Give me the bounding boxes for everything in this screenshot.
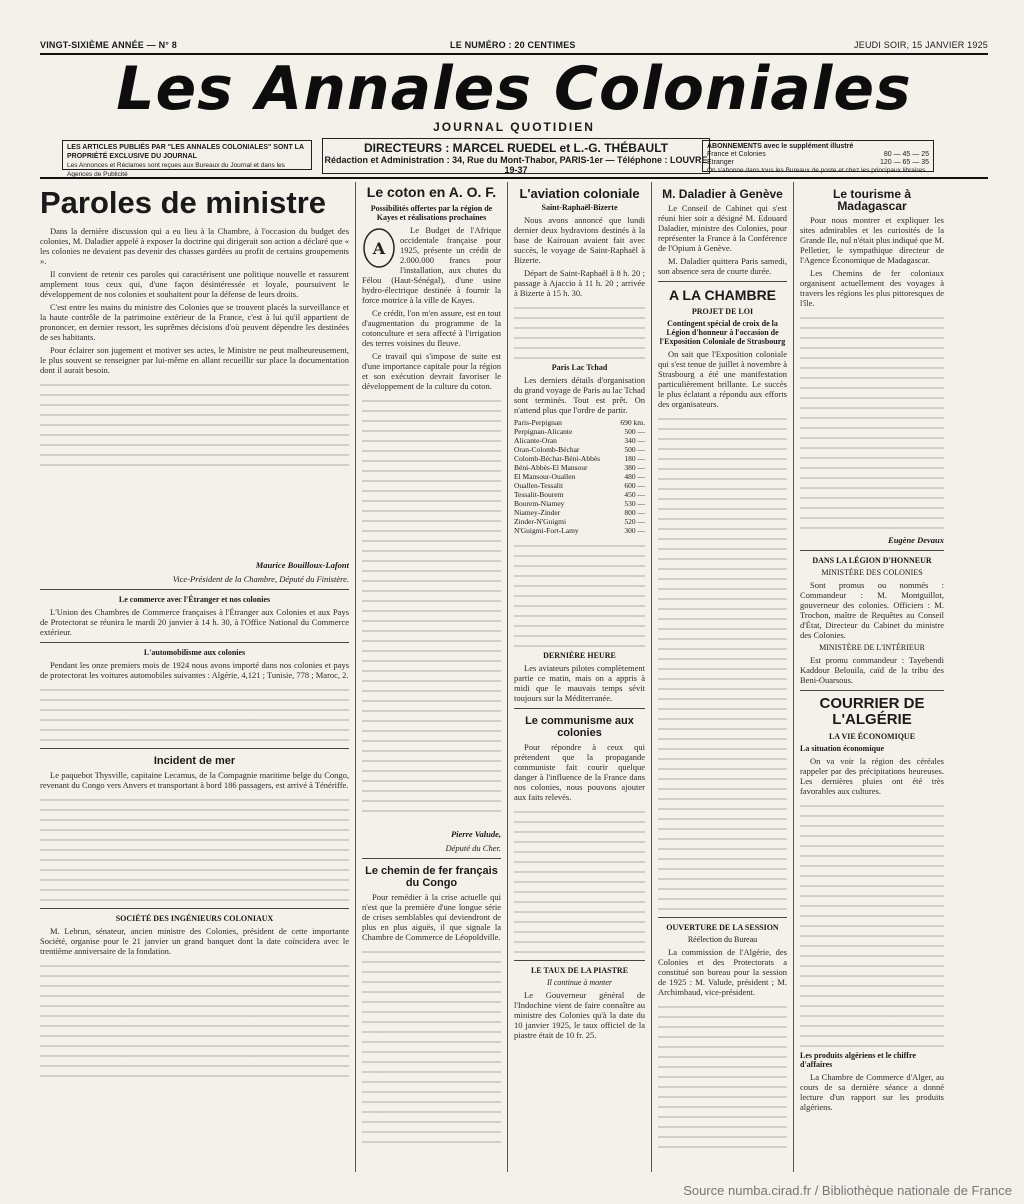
column-3 [514, 182, 652, 1172]
section-subtitle: Réélection du Bureau [687, 935, 758, 944]
itinerary-stage: Ouallen-Tessalit [514, 481, 564, 490]
itinerary-km: 800 — [624, 508, 645, 517]
article-signature-title: Député du Cher. [445, 843, 501, 853]
article-body: Le Conseil de Cabinet qui s'est réuni hier soir a désigné M. Edouard Daladier, ministre des Colonies, pour représenter la France à la Conférence de l'Opium à Genève. M. Daladier quittera Paris samedi, son absence sera de courte durée. [658, 203, 787, 276]
section-body: Le Gouverneur général de l'Indochine vient de faire connaître au ministre des Colonies qu'à la date du 10 janvier 1925, le taux officiel de la piastre était de 10 fr. 25. [514, 990, 645, 1040]
itinerary-stage: Tessalit-Bourem [514, 490, 564, 499]
section-title: A LA CHAMBRE [668, 287, 777, 303]
section-body: M. Lebrun, sénateur, ancien ministre des Colonies, président de cette importante Société, organise pour le 21 janvier un grand banquet dont la date coïncidera avec le trentième anniversaire de la fondation. [40, 926, 349, 1079]
article-signature: Pierre Valude, [450, 829, 501, 839]
itinerary-stage: Alicante-Oran [514, 436, 557, 445]
headline-aviation: L'aviation coloniale [519, 186, 640, 201]
article-body: A Le Budget de l'Afrique occidentale française pour 1925, présente un crédit de 2.000.000 francs pour l'installation, aux chutes du Félou (Haut-Sénégal), d'une usine hydro-électrique destinée à fournir la force motrice à la ville de Kayes. Ce crédit, l'on m'en assure, est en tout d'augmentation du programme de la cotonculture et sera affecté à l'irrigation des terres voisines du fleuve. Ce travail qui s'impose de suite est d'une importance capitale pour la région et son exécution devrait favoriser le développement de la culture du coton. [362, 225, 501, 825]
itinerary-km: 300 — [624, 526, 645, 535]
itinerary-stage: Béni-Abbès-El Mansour [514, 463, 588, 472]
column-2 [362, 182, 508, 1172]
section-subtitle: Il continue à monter [546, 978, 613, 987]
subscription-note: On s'abonne dans tous les Bureaux de poste et chez les principaux libraires [707, 167, 926, 174]
advertising-notice: Les Annonces et Réclames sont reçues aux Bureaux du Journal et dans les Agences de Publicité [67, 162, 285, 178]
headline-daladier: M. Daladier à Genève [662, 187, 783, 201]
issue-number: VINGT-SIXIÈME ANNÉE — N° 8 [40, 40, 177, 50]
directors: DIRECTEURS : MARCEL RUEDEL et L.-G. THÉBAULT [363, 141, 668, 155]
newspaper-page [40, 22, 988, 1170]
editorial-address: Rédaction et Administration : 34, Rue du Mont-Thabor, PARIS-1er — Téléphone : LOUVRE 19-37 [324, 155, 708, 175]
section-title: SOCIÉTÉ DES INGÉNIEURS COLONIAUX [115, 914, 274, 923]
section-body: On sait que l'Exposition coloniale qui s'est tenue de juillet à novembre à Strasbourg a été une manifestation particulièrement brillante. Le succès le plus éclatant a répondu aux efforts des organisateurs. [658, 349, 787, 912]
section-body: Les aviateurs pilotes complètement partie ce matin, mais on a appris à midi que le mauvais temps sévit toujours sur la Méditerranée. [514, 663, 645, 703]
article-body: Pour nous montrer et expliquer les sites admirables et les curiosités de la Grande Ile, nul n'était plus indiqué que M. Pelletier, le sympathique directeur de l'Agence Économique de Madagascar. Les Chemins de fer coloniaux organisent actuellement des voyages à travers les régions les plus pittoresques de l'île. [800, 215, 944, 531]
itinerary-stage: N'Guigmi-Fort-Lamy [514, 526, 579, 535]
article-signature: Eugène Devaux [888, 535, 944, 545]
itinerary-km: 450 — [624, 490, 645, 499]
section-title: Le chemin de fer français du Congo [365, 865, 498, 889]
article-body: Dans la dernière discussion qui a eu lieu à la Chambre, à l'occasion du budget des colonies, M. Daladier appelé à exposer la doctrine qui dirigerait son action a déclaré que « les colonies ne devaient pas devenir des chasses gardées au profit de certains groupements ». Il convient de retenir ces paroles qui caractérisent une politique nouvelle et rassurent amplement tous ceux qui, d'une façon désintéressée et loyale, poursuivent le développement de nos colonies et souhaitent pour la défense de leurs droits. C'est entre les mains du ministre des Colonies que se trouvent placés la surveillance et la haute contrôle de la patrimoine extérieur de la France, c'est à lui qu'il appartient de prononcer, en dernier ressort, les suprêmes décisions d'où peuvent dépendre les destinées de ses habitants. Pour éclairer son jugement et motiver ses actes, le Ministre ne peut malheureusement, le plus souvent se renseigner par lui-même en allant recueillir sur place la documentation dont il aurait besoin. [40, 226, 349, 556]
section-lead: La situation économique [800, 744, 885, 753]
section-title: Paris Lac Tchad [551, 363, 608, 372]
section-title: LE TAUX DE LA PIASTRE [530, 966, 629, 975]
itinerary-stage: Oran-Colomb-Béchar [514, 445, 580, 454]
itinerary-row [514, 454, 645, 463]
section-title: Le communisme aux colonies [525, 715, 634, 739]
itinerary-row [514, 463, 645, 472]
itinerary-km: 520 — [624, 517, 645, 526]
issue-price: LE NUMÉRO : 20 CENTIMES [450, 40, 576, 50]
section-subtitle: LA VIE ÉCONOMIQUE [828, 732, 916, 741]
subscriptions-box [702, 140, 934, 172]
article-body: Nous avons annoncé que lundi dernier deux hydravions destinés à la base de Kairouan avaient fait avec succès, le voyage de Saint-Raphaël à Bizerte. Départ de Saint-Raphaël à 8 h. 20 ; passage à Ajaccio à 11 h. 20 ; arrivée à Bizerte à 15 h. 30. [514, 215, 645, 361]
section-title: Le commerce avec l'Étranger et nos colonies [118, 595, 271, 604]
subscriptions-label: ABONNEMENTS avec le supplément illustré [707, 143, 854, 150]
itinerary-stage: Bourem-Niamey [514, 499, 565, 508]
section-title: COURRIER DE L'ALGÉRIE [819, 695, 925, 728]
header-rule [40, 177, 988, 179]
section-body: L'Union des Chambres de Commerce françaises à l'Étranger aux Colonies et aux Pays de Protectorat se réunira le mardi 20 janvier à 14 h. 30, à l'Office National du Commerce extérieur. [40, 607, 349, 637]
itinerary-stage: Colomb-Béchar-Béni-Abbès [514, 454, 601, 463]
section-title: DERNIÈRE HEURE [543, 651, 616, 660]
itinerary-row [514, 508, 645, 517]
section-body: Les derniers détails d'organisation du grand voyage de Paris au lac Tchad sont terminés. Tout est prêt. On n'attend plus que l'ordre de partir. [514, 375, 645, 415]
section-title: Incident de mer [153, 755, 236, 767]
masthead-subtitle: JOURNAL QUOTIDIEN [433, 120, 595, 134]
text-filler [40, 378, 349, 468]
issue-date: JEUDI SOIR, 15 JANVIER 1925 [854, 40, 988, 50]
masthead-title: Les Annales Coloniales [116, 54, 912, 124]
article-subtitle: Possibilités offertes par la région de Kayes et réalisations prochaines [370, 204, 493, 222]
article-signature-title: Vice-Président de la Chambre, Député du Finistère. [172, 574, 349, 584]
itinerary-row [514, 427, 645, 436]
itinerary-km: 380 — [624, 463, 645, 472]
section-body: Sont promus ou nommés : Commandeur : M. Montguillot, gouverneur des colonies. Officiers : M. Trochon, maître de Requêtes au Conseil d'État, Directeur du Cabinet du ministre des Colonies. [800, 580, 944, 640]
itinerary-row [514, 499, 645, 508]
itinerary-km: 600 — [624, 481, 645, 490]
section-title: DANS LA LÉGION D'HONNEUR [812, 556, 932, 565]
itinerary-row [514, 418, 645, 427]
top-line [40, 40, 988, 52]
itinerary-km: 480 — [624, 472, 645, 481]
itinerary-stage: Perpignan-Alicante [514, 427, 573, 436]
section-subtitle: MINISTÈRE DES COLONIES [821, 568, 923, 577]
section-body: Pendant les onze premiers mois de 1924 nous avons importé dans nos colonies et pays de protectorat les voitures automobiles suivantes : Algérie, 4,121 ; Tunisie, 778 ; Maroc, 2. [40, 660, 349, 743]
section-lead: Contingent spécial de croix de la Légion d'honneur à l'occasion de l'Exposition Coloniale de Strasbourg [659, 319, 786, 346]
section-body: Pour répondre à ceux qui prétendent que la propagande communiste fait courir quelque danger à l'influence de la France dans nos colonies, nous pouvons ajouter aux faits relevés. [514, 742, 645, 955]
headline-coton: Le coton en A. O. F. [366, 184, 497, 200]
itinerary-row [514, 526, 645, 535]
section-body: La commission de l'Algérie, des Colonies et des Protectorats a constitué son bureau pour la session de 1925 : M. Valude, président ; M. Archimbaud, vice-président. [658, 947, 787, 1150]
itinerary-km: 500 — [624, 427, 645, 436]
itinerary-row [514, 436, 645, 445]
itinerary-km: 500 — [624, 445, 645, 454]
emblem-icon [362, 227, 396, 269]
section-title: OUVERTURE DE LA SESSION [666, 923, 779, 932]
section-body: Pour remédier à la crise actuelle qui n'est que la première d'une longue série de crises semblables qui deviendront de plus en plus aiguës, il que signale la Chambre de Commerce de Léopoldville. [362, 892, 501, 1145]
itinerary-stage: El Mansour-Ouallen [514, 472, 576, 481]
subscription-row-foreign: Étranger 120 — 65 — 35 [707, 159, 929, 166]
itinerary-stage: Niamey-Zinder [514, 508, 561, 517]
column-1 [40, 182, 356, 1172]
headline-paroles-de-ministre: Paroles de ministre [40, 185, 327, 220]
section-body: Est promu commandeur : Tayebendi Kaddour Belouila, caïd de la tribu des Beni-Ouarsous. [800, 655, 944, 685]
section-subtitle: MINISTÈRE DE L'INTÉRIEUR [819, 643, 925, 652]
rights-notice: LES ARTICLES PUBLIÉS PAR "LES ANNALES COLONIALES" SONT LA PROPRIÉTÉ EXCLUSIVE DU JOURNAL [67, 144, 304, 160]
article-signature: Maurice Bouilloux-Lafont [255, 560, 349, 570]
itinerary-row [514, 481, 645, 490]
source-credit: Source numba.cirad.fr / Bibliothèque nationale de France [683, 1183, 1012, 1198]
section-body: On va voir la région des céréales rappeler par des précipitations heureuses. Les dernières pluies ont été très favorables aux cultures. [800, 756, 944, 1049]
article-place: Saint-Raphaël-Bizerte [541, 203, 618, 212]
itinerary-km: 180 — [624, 454, 645, 463]
column-5 [800, 182, 950, 1172]
itinerary-stage: Zinder-N'Guigmi [514, 517, 567, 526]
itinerary-stage: Paris-Perpignan [514, 418, 562, 427]
directors-box [322, 138, 710, 174]
itinerary-row [514, 517, 645, 526]
column-4 [658, 182, 794, 1172]
section-body: Le paquebot Thysville, capitaine Lecamus, de la Compagnie maritime belge du Congo, revenant du Congo vers Anvers et transportant à bord 186 passagers, est arrivé à Ténériffe. [40, 770, 349, 903]
itinerary-row [514, 445, 645, 454]
section-title: L'automobilisme aux colonies [143, 648, 246, 657]
section-body: La Chambre de Commerce d'Alger, au cours de sa dernière séance a donné lecture d'un rapport sur les produits algériens. [800, 1072, 944, 1112]
section-title: Les produits algériens et le chiffre d'affaires [800, 1051, 916, 1069]
itinerary-table [514, 418, 645, 535]
svg-text:A: A [372, 239, 386, 258]
columns [40, 182, 988, 1172]
itinerary-row [514, 490, 645, 499]
section-subtitle: PROJET DE LOI [691, 307, 754, 316]
itinerary-row [514, 472, 645, 481]
itinerary-km: 530 — [624, 499, 645, 508]
itinerary-km: 690 km. [620, 418, 645, 427]
headline-tourisme: Le tourisme à Madagascar [832, 187, 912, 213]
subscription-row-france: France et Colonies 80 — 45 — 25 [707, 151, 929, 158]
rights-notice-box [62, 140, 312, 178]
itinerary-km: 340 — [624, 436, 645, 445]
